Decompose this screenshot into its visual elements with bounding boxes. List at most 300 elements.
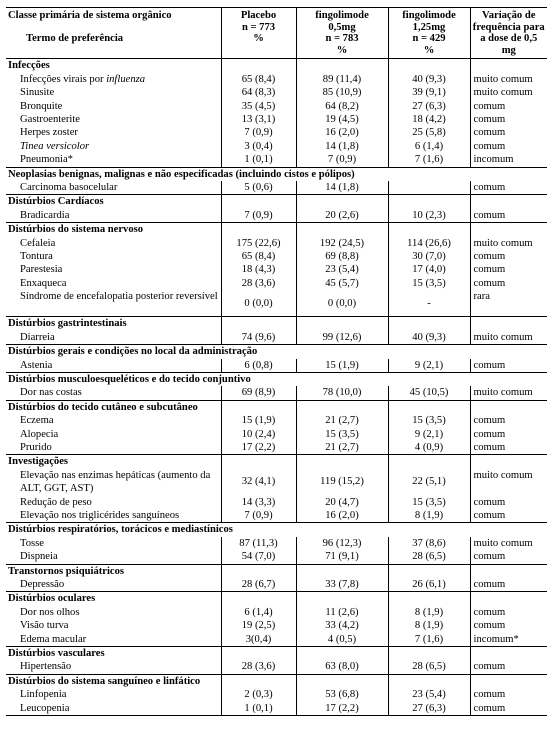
fingolimod-125-cell: 17 (4,0) xyxy=(388,263,470,276)
placebo-cell: 175 (22,6) xyxy=(221,237,296,250)
category-empty-cell xyxy=(221,647,296,661)
term-cell xyxy=(6,428,221,441)
fingolimod-05-cell: 11 (2,6) xyxy=(296,606,388,619)
category-row xyxy=(6,564,547,578)
category-row xyxy=(6,345,547,359)
term-cell xyxy=(6,633,221,647)
frequency-cell: comum xyxy=(470,550,547,564)
category-empty-cell xyxy=(470,455,547,469)
term-cell xyxy=(6,181,221,195)
placebo-cell: 7 (0,9) xyxy=(221,209,296,223)
frequency-cell: comum xyxy=(470,509,547,523)
category-row xyxy=(6,59,547,73)
frequency-cell: incomum xyxy=(470,153,547,167)
category-label: Distúrbios respiratórios, torácicos e mediastínicos xyxy=(6,523,547,537)
fingolimod-05-cell: 71 (9,1) xyxy=(296,550,388,564)
table-row xyxy=(6,606,547,619)
table-row xyxy=(6,153,547,167)
table-row xyxy=(6,550,547,564)
table-row xyxy=(6,237,547,250)
table-row xyxy=(6,441,547,455)
category-empty-cell xyxy=(296,592,388,606)
term-cell xyxy=(6,386,221,400)
placebo-cell: 69 (8,9) xyxy=(221,386,296,400)
term-cell xyxy=(6,331,221,345)
fingolimod-05-cell: 89 (11,4) xyxy=(296,73,388,86)
header-organ-class-label: Classe primária de sistema orgânico xyxy=(8,10,172,21)
fingolimod-125-cell: 30 (7,0) xyxy=(388,250,470,263)
fingolimod-05-cell: 15 (1,9) xyxy=(296,359,388,373)
placebo-cell: 6 (1,4) xyxy=(221,606,296,619)
fingolimod-125-cell: - xyxy=(388,290,470,317)
table-row xyxy=(6,113,547,126)
fingolimod-125-cell: 45 (10,5) xyxy=(388,386,470,400)
term-cell xyxy=(6,140,221,153)
fingolimod-125-cell: 28 (6,5) xyxy=(388,660,470,674)
table-row xyxy=(6,660,547,674)
term-cell xyxy=(6,688,221,701)
term-cell xyxy=(6,441,221,455)
fingolimod-05-cell: 15 (3,5) xyxy=(296,428,388,441)
fingolimod-05-cell: 14 (1,8) xyxy=(296,181,388,195)
fingolimod-05-cell: 23 (5,4) xyxy=(296,263,388,276)
category-empty-cell xyxy=(296,223,388,237)
category-label: Distúrbios do sistema nervoso xyxy=(6,223,221,237)
category-empty-cell xyxy=(296,400,388,414)
category-empty-cell xyxy=(221,59,296,73)
table-row xyxy=(6,359,547,373)
term-text: Diarreia xyxy=(20,331,55,343)
term-text: Edema macular xyxy=(20,633,87,645)
frequency-cell: rara xyxy=(470,290,547,317)
table-row xyxy=(6,290,547,317)
term-cell xyxy=(6,237,221,250)
fingolimod-125-cell: 6 (1,4) xyxy=(388,140,470,153)
term-cell xyxy=(6,113,221,126)
term-cell xyxy=(6,100,221,113)
fingolimod-05-cell: 63 (8,0) xyxy=(296,660,388,674)
term-cell xyxy=(6,414,221,427)
category-empty-cell xyxy=(388,592,470,606)
term-text: Leucopenia xyxy=(20,702,70,714)
category-row xyxy=(6,674,547,688)
term-cell xyxy=(6,153,221,167)
term-text: Redução de peso xyxy=(20,496,92,508)
category-label: Distúrbios gastrintestinais xyxy=(6,317,221,331)
term-text: Tosse xyxy=(20,537,44,549)
category-label: Distúrbios gerais e condições no local da administração xyxy=(6,345,547,359)
category-empty-cell xyxy=(388,400,470,414)
fingolimod-125-cell: 27 (6,3) xyxy=(388,100,470,113)
term-cell xyxy=(6,359,221,373)
frequency-cell: comum xyxy=(470,113,547,126)
category-empty-cell xyxy=(221,400,296,414)
term-cell xyxy=(6,469,221,496)
placebo-cell: 74 (9,6) xyxy=(221,331,296,345)
fingolimod-05-cell: 19 (4,5) xyxy=(296,113,388,126)
term-cell xyxy=(6,509,221,523)
term-cell xyxy=(6,209,221,223)
placebo-cell: 54 (7,0) xyxy=(221,550,296,564)
category-empty-cell xyxy=(470,223,547,237)
placebo-cell: 1 (0,1) xyxy=(221,702,296,716)
fingolimod-05-cell: 17 (2,2) xyxy=(296,702,388,716)
term-text: Carcinoma basocelular xyxy=(20,182,118,194)
category-label: Distúrbios do tecido cutâneo e subcutâneo xyxy=(6,400,221,414)
table-row xyxy=(6,537,547,550)
placebo-cell: 3 (0,4) xyxy=(221,140,296,153)
placebo-cell: 87 (11,3) xyxy=(221,537,296,550)
fingolimod-05-cell: 16 (2,0) xyxy=(296,126,388,139)
frequency-cell: comum xyxy=(470,126,547,139)
term-cell xyxy=(6,606,221,619)
category-empty-cell xyxy=(388,195,470,209)
fingolimod-125-cell: 23 (5,4) xyxy=(388,688,470,701)
table-row xyxy=(6,619,547,632)
frequency-cell: comum xyxy=(470,100,547,113)
fingolimod-05-cell: 45 (5,7) xyxy=(296,277,388,290)
category-empty-cell xyxy=(470,195,547,209)
category-label: Investigações xyxy=(6,455,221,469)
frequency-cell: comum xyxy=(470,660,547,674)
frequency-cell: muito comum xyxy=(470,537,547,550)
term-text: Sinusite xyxy=(20,87,55,99)
table-header-row xyxy=(6,8,547,59)
placebo-cell: 15 (1,9) xyxy=(221,414,296,427)
adverse-events-table xyxy=(6,7,547,716)
placebo-cell: 1 (0,1) xyxy=(221,153,296,167)
fingolimod-05-cell: 20 (4,7) xyxy=(296,496,388,509)
category-empty-cell xyxy=(296,59,388,73)
header-placebo: Placebo n = 773 % xyxy=(221,8,296,59)
category-row xyxy=(6,167,547,181)
frequency-cell: muito comum xyxy=(470,237,547,250)
placebo-cell: 65 (8,4) xyxy=(221,73,296,86)
category-row xyxy=(6,400,547,414)
category-empty-cell xyxy=(296,455,388,469)
fingolimod-05-cell: 20 (2,6) xyxy=(296,209,388,223)
term-text: Cefaleia xyxy=(20,237,56,249)
term-text: Enxaqueca xyxy=(20,277,67,289)
term-cell xyxy=(6,702,221,716)
fingolimod-125-cell: 15 (3,5) xyxy=(388,496,470,509)
term-cell xyxy=(6,263,221,276)
term-text: Depressão xyxy=(20,579,65,590)
category-empty-cell xyxy=(388,564,470,578)
fingolimod-125-cell: 40 (9,3) xyxy=(388,73,470,86)
fingolimod-05-cell: 14 (1,8) xyxy=(296,140,388,153)
placebo-cell: 5 (0,6) xyxy=(221,181,296,195)
table-row xyxy=(6,688,547,701)
category-empty-cell xyxy=(388,317,470,331)
category-row xyxy=(6,195,547,209)
header-organ-class xyxy=(6,8,221,59)
term-cell xyxy=(6,250,221,263)
placebo-cell: 28 (3,6) xyxy=(221,660,296,674)
frequency-cell: comum xyxy=(470,496,547,509)
header-frequency: Variação de frequência para a dose de 0,5 mg xyxy=(470,8,547,59)
frequency-cell: muito comum xyxy=(470,73,547,86)
fingolimod-05-cell: 21 (2,7) xyxy=(296,414,388,427)
frequency-cell: comum xyxy=(470,606,547,619)
table-row xyxy=(6,209,547,223)
fingolimod-05-cell: 64 (8,2) xyxy=(296,100,388,113)
term-cell xyxy=(6,86,221,99)
category-empty-cell xyxy=(388,647,470,661)
table-row xyxy=(6,263,547,276)
category-empty-cell xyxy=(221,195,296,209)
frequency-cell: comum xyxy=(470,702,547,716)
term-cell xyxy=(6,126,221,139)
category-label: Infecções xyxy=(6,59,221,73)
term-text: Astenia xyxy=(20,359,53,371)
header-fingolimod-05: fingolimode 0,5mg n = 783 % xyxy=(296,8,388,59)
category-empty-cell xyxy=(470,400,547,414)
term-cell xyxy=(6,660,221,674)
frequency-cell: comum xyxy=(470,277,547,290)
table-row xyxy=(6,140,547,153)
category-empty-cell xyxy=(221,674,296,688)
fingolimod-05-cell: 119 (15,2) xyxy=(296,469,388,496)
category-empty-cell xyxy=(470,59,547,73)
fingolimod-125-cell: 9 (2,1) xyxy=(388,428,470,441)
header-preferred-term-label: Termo de preferência xyxy=(26,32,124,44)
category-label: Transtornos psiquiátricos xyxy=(6,564,221,578)
placebo-cell: 35 (4,5) xyxy=(221,100,296,113)
table-row xyxy=(6,86,547,99)
term-text: Infecções virais por xyxy=(20,73,107,85)
frequency-cell: comum xyxy=(470,578,547,592)
category-label: Distúrbios Cardíacos xyxy=(6,195,221,209)
fingolimod-125-cell: 7 (1,6) xyxy=(388,153,470,167)
fingolimod-05-cell: 7 (0,9) xyxy=(296,153,388,167)
term-text: Hipertensão xyxy=(20,661,72,673)
fingolimod-125-cell: 10 (2,3) xyxy=(388,209,470,223)
table-row xyxy=(6,702,547,716)
table-row xyxy=(6,100,547,113)
term-text: Pneumonia* xyxy=(20,154,73,166)
table-row xyxy=(6,578,547,592)
fingolimod-125-cell: 7 (1,6) xyxy=(388,633,470,647)
fingolimod-125-cell: 22 (5,1) xyxy=(388,469,470,496)
fingolimod-125-cell: 27 (6,3) xyxy=(388,702,470,716)
term-cell xyxy=(6,73,221,86)
frequency-cell: muito comum xyxy=(470,386,547,400)
frequency-cell: incomum* xyxy=(470,633,547,647)
placebo-cell: 6 (0,8) xyxy=(221,359,296,373)
fingolimod-05-cell: 99 (12,6) xyxy=(296,331,388,345)
term-text: Alopecia xyxy=(20,428,59,440)
term-text: Dor nos olhos xyxy=(20,606,80,618)
category-empty-cell xyxy=(470,564,547,578)
category-empty-cell xyxy=(296,647,388,661)
table-row xyxy=(6,331,547,345)
placebo-cell: 7 (0,9) xyxy=(221,509,296,523)
term-text: Dor nas costas xyxy=(20,387,82,399)
category-empty-cell xyxy=(221,317,296,331)
frequency-cell: comum xyxy=(470,359,547,373)
fingolimod-05-cell: 192 (24,5) xyxy=(296,237,388,250)
placebo-cell: 3(0,4) xyxy=(221,633,296,647)
term-text: Elevação nas enzimas hepáticas (aumento da ALT, GGT, AST) xyxy=(20,469,211,495)
term-text: Herpes zoster xyxy=(20,127,78,139)
table-row xyxy=(6,469,547,496)
frequency-cell: comum xyxy=(470,688,547,701)
frequency-cell: comum xyxy=(470,428,547,441)
category-empty-cell xyxy=(296,674,388,688)
table-row xyxy=(6,633,547,647)
term-cell xyxy=(6,550,221,564)
category-row xyxy=(6,523,547,537)
term-text: Eczema xyxy=(20,415,54,427)
table-row xyxy=(6,277,547,290)
category-empty-cell xyxy=(221,455,296,469)
fingolimod-05-cell: 33 (4,2) xyxy=(296,619,388,632)
frequency-cell: comum xyxy=(470,414,547,427)
term-cell xyxy=(6,277,221,290)
category-row xyxy=(6,317,547,331)
term-cell xyxy=(6,578,221,592)
table-row xyxy=(6,73,547,86)
category-label: Distúrbios do sistema sanguíneo e linfático xyxy=(6,674,221,688)
category-empty-cell xyxy=(470,647,547,661)
fingolimod-125-cell: 40 (9,3) xyxy=(388,331,470,345)
fingolimod-125-cell: 28 (6,5) xyxy=(388,550,470,564)
fingolimod-125-cell: 39 (9,1) xyxy=(388,86,470,99)
category-empty-cell xyxy=(221,592,296,606)
fingolimod-125-cell: 9 (2,1) xyxy=(388,359,470,373)
table-body xyxy=(6,59,547,716)
fingolimod-125-cell: 8 (1,9) xyxy=(388,619,470,632)
frequency-cell: comum xyxy=(470,209,547,223)
term-cell xyxy=(6,290,221,317)
fingolimod-125-cell: 8 (1,9) xyxy=(388,509,470,523)
fingolimod-125-cell: 37 (8,6) xyxy=(388,537,470,550)
term-text: Gastroenterite xyxy=(20,114,81,125)
table-row xyxy=(6,496,547,509)
category-empty-cell xyxy=(470,317,547,331)
category-row xyxy=(6,647,547,661)
placebo-cell: 28 (6,7) xyxy=(221,578,296,592)
term-text: Bronquite xyxy=(20,100,63,112)
term-text: Elevação nos triglicérides sanguíneos xyxy=(20,509,180,521)
placebo-cell: 13 (3,1) xyxy=(221,113,296,126)
category-label: Neoplasias benignas, malignas e não especificadas (incluindo cistos e pólipos) xyxy=(6,167,547,181)
fingolimod-125-cell: 15 (3,5) xyxy=(388,414,470,427)
category-label: Distúrbios musculoesqueléticos e do tecido conjuntivo xyxy=(6,372,547,386)
placebo-cell: 19 (2,5) xyxy=(221,619,296,632)
term-text: Linfopenia xyxy=(20,689,67,701)
fingolimod-05-cell: 78 (10,0) xyxy=(296,386,388,400)
placebo-cell: 10 (2,4) xyxy=(221,428,296,441)
placebo-cell: 28 (3,6) xyxy=(221,277,296,290)
term-text: Síndrome de encefalopatia posterior reversível xyxy=(20,291,218,303)
table-row xyxy=(6,181,547,195)
category-empty-cell xyxy=(388,455,470,469)
fingolimod-125-cell: 15 (3,5) xyxy=(388,277,470,290)
table-row xyxy=(6,428,547,441)
fingolimod-125-cell: 8 (1,9) xyxy=(388,606,470,619)
category-row xyxy=(6,592,547,606)
term-text: Dispneia xyxy=(20,551,58,563)
placebo-cell: 17 (2,2) xyxy=(221,441,296,455)
term-text: Prurido xyxy=(20,441,52,453)
category-empty-cell xyxy=(388,59,470,73)
fingolimod-05-cell: 16 (2,0) xyxy=(296,509,388,523)
fingolimod-125-cell: 4 (0,9) xyxy=(388,441,470,455)
header-fingolimod-125: fingolimode 1,25mg n = 429 % xyxy=(388,8,470,59)
category-row xyxy=(6,223,547,237)
category-empty-cell xyxy=(470,592,547,606)
placebo-cell: 32 (4,1) xyxy=(221,469,296,496)
table-row xyxy=(6,126,547,139)
fingolimod-125-cell: 25 (5,8) xyxy=(388,126,470,139)
placebo-cell: 0 (0,0) xyxy=(221,290,296,317)
term-cell xyxy=(6,537,221,550)
category-label: Distúrbios oculares xyxy=(6,592,221,606)
category-empty-cell xyxy=(296,317,388,331)
frequency-cell: comum xyxy=(470,140,547,153)
frequency-cell: comum xyxy=(470,250,547,263)
table-row xyxy=(6,250,547,263)
category-empty-cell xyxy=(470,674,547,688)
category-empty-cell xyxy=(388,674,470,688)
fingolimod-05-cell: 85 (10,9) xyxy=(296,86,388,99)
category-empty-cell xyxy=(388,223,470,237)
term-cell xyxy=(6,619,221,632)
term-cell xyxy=(6,496,221,509)
term-italic-text: influenza xyxy=(106,73,146,85)
fingolimod-05-cell: 4 (0,5) xyxy=(296,633,388,647)
fingolimod-05-cell: 69 (8,8) xyxy=(296,250,388,263)
term-italic-text: Tinea versicolor xyxy=(20,140,90,152)
placebo-cell: 18 (4,3) xyxy=(221,263,296,276)
category-label: Distúrbios vasculares xyxy=(6,647,221,661)
placebo-cell: 64 (8,3) xyxy=(221,86,296,99)
category-row xyxy=(6,455,547,469)
fingolimod-125-cell xyxy=(388,181,470,195)
category-empty-cell xyxy=(296,564,388,578)
frequency-cell: comum xyxy=(470,263,547,276)
category-empty-cell xyxy=(221,564,296,578)
frequency-cell: muito comum xyxy=(470,331,547,345)
fingolimod-05-cell: 53 (6,8) xyxy=(296,688,388,701)
frequency-cell: comum xyxy=(470,619,547,632)
table-row xyxy=(6,509,547,523)
term-text: Bradicardia xyxy=(20,209,70,221)
frequency-cell: muito comum xyxy=(470,469,547,496)
fingolimod-05-cell: 33 (7,8) xyxy=(296,578,388,592)
fingolimod-05-cell: 21 (2,7) xyxy=(296,441,388,455)
fingolimod-05-cell: 96 (12,3) xyxy=(296,537,388,550)
table-row xyxy=(6,386,547,400)
frequency-cell: muito comum xyxy=(470,86,547,99)
term-text: Visão turva xyxy=(20,620,69,632)
frequency-cell: comum xyxy=(470,441,547,455)
term-text: Tontura xyxy=(20,251,53,263)
fingolimod-125-cell: 26 (6,1) xyxy=(388,578,470,592)
category-row xyxy=(6,372,547,386)
category-empty-cell xyxy=(221,223,296,237)
term-text: Parestesia xyxy=(20,264,63,276)
placebo-cell: 14 (3,3) xyxy=(221,496,296,509)
fingolimod-125-cell: 114 (26,6) xyxy=(388,237,470,250)
fingolimod-125-cell: 18 (4,2) xyxy=(388,113,470,126)
frequency-cell: comum xyxy=(470,181,547,195)
placebo-cell: 7 (0,9) xyxy=(221,126,296,139)
placebo-cell: 2 (0,3) xyxy=(221,688,296,701)
table-row xyxy=(6,414,547,427)
